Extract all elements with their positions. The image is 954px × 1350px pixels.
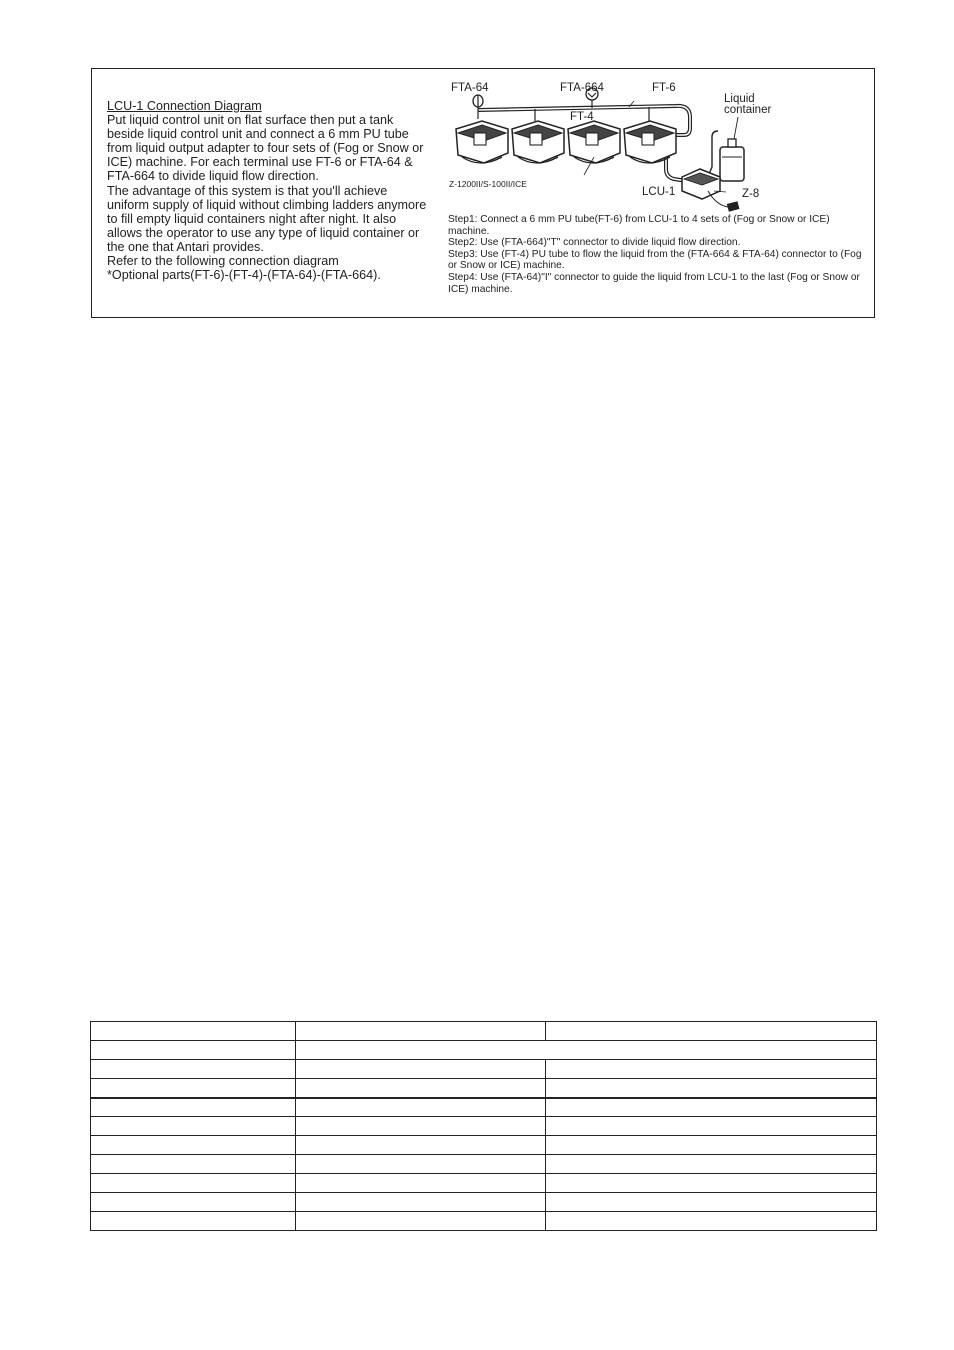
table-cell xyxy=(91,1060,296,1079)
machine-2 xyxy=(512,121,564,163)
table-cell xyxy=(546,1212,877,1231)
refer-paragraph: Refer to the following connection diagram xyxy=(107,254,339,269)
table-cell xyxy=(91,1022,296,1041)
table-row xyxy=(91,1098,877,1117)
table-row xyxy=(91,1212,877,1231)
table-cell xyxy=(296,1136,546,1155)
table-row xyxy=(91,1079,877,1098)
table-row xyxy=(91,1155,877,1174)
table-cell xyxy=(546,1155,877,1174)
table-cell xyxy=(296,1022,546,1041)
table-cell xyxy=(296,1079,546,1098)
table-cell xyxy=(296,1212,546,1231)
label-z8: Z-8 xyxy=(742,188,760,200)
step-3: Step3: Use (FT-4) PU tube to flow the liquid from the (FTA-664 & FTA-64) connector to (Fog or Snow or ICE) machine. xyxy=(448,248,862,272)
lcu1-unit xyxy=(682,169,720,199)
table-row xyxy=(91,1117,877,1136)
table-cell xyxy=(546,1098,877,1117)
table-row xyxy=(91,1041,877,1060)
table-row xyxy=(91,1060,877,1079)
table-cell xyxy=(91,1174,296,1193)
table-cell xyxy=(546,1022,877,1041)
liquid-container xyxy=(720,139,744,181)
table-cell xyxy=(91,1212,296,1231)
table-cell xyxy=(546,1060,877,1079)
machine-1 xyxy=(456,121,508,163)
empty-table xyxy=(90,1021,877,1231)
table-cell xyxy=(296,1117,546,1136)
table-cell xyxy=(546,1117,877,1136)
table-cell xyxy=(296,1098,546,1117)
table-row xyxy=(91,1193,877,1212)
table-cell xyxy=(91,1155,296,1174)
step-2: Step2: Use (FTA-664)"T" connector to divide liquid flow direction. xyxy=(448,237,741,249)
label-ft6: FT-6 xyxy=(652,82,676,94)
table-cell xyxy=(91,1193,296,1212)
table-cell xyxy=(296,1193,546,1212)
label-ft4: FT-4 xyxy=(570,111,594,123)
label-liquid: Liquid xyxy=(724,93,755,105)
table-cell xyxy=(546,1136,877,1155)
diagram-heading: LCU-1 Connection Diagram xyxy=(107,99,262,113)
table-row xyxy=(91,1174,877,1193)
table-cell xyxy=(91,1079,296,1098)
optional-parts-note: *Optional parts(FT-6)-(FT-4)-(FTA-64)-(FTA-664). xyxy=(107,268,381,283)
table-cell xyxy=(296,1060,546,1079)
step-1: Step1: Connect a 6 mm PU tube(FT-6) from LCU-1 to 4 sets of (Fog or Snow or ICE) machine. xyxy=(448,214,830,237)
table-row xyxy=(91,1022,877,1041)
intro-paragraph: Put liquid control unit on flat surface then put a tank beside liquid control unit and connect a 6 mm PU tube from liquid output adapter to four sets of (Fog or Snow or ICE) machine. For each terminal use FT-6 or FTA-64 & FTA-664 to divide liquid flow direction. xyxy=(107,113,424,184)
steps-list xyxy=(448,214,873,295)
connection-diagram-panel xyxy=(91,68,875,318)
table-row xyxy=(91,1136,877,1155)
table-cell xyxy=(296,1041,877,1060)
intro-text xyxy=(107,99,432,282)
machine-3 xyxy=(568,121,620,163)
label-machines: Z-1200II/S-100II/ICE xyxy=(449,179,527,189)
machine-4 xyxy=(624,121,676,163)
table-cell xyxy=(546,1174,877,1193)
connection-diagram xyxy=(444,73,872,213)
fta64-connector xyxy=(473,95,483,119)
advantage-paragraph: The advantage of this system is that you'll achieve uniform supply of liquid without climbing ladders anymore to fill empty liquid containers night after night. It also allows the operator to use any type of liquid container or the one that Antari provides. xyxy=(107,183,427,254)
table-cell xyxy=(91,1117,296,1136)
label-lcu1: LCU-1 xyxy=(642,186,676,198)
table-cell xyxy=(546,1193,877,1212)
table-cell xyxy=(91,1098,296,1117)
table-cell xyxy=(546,1079,877,1098)
table-cell xyxy=(296,1155,546,1174)
table-cell xyxy=(91,1041,296,1060)
step-4: Step4: Use (FTA-64)"I" connector to guide the liquid from LCU-1 to the last (Fog or Snow or ICE) machine. xyxy=(448,271,860,295)
label-container: container xyxy=(724,104,772,116)
label-fta664: FTA-664 xyxy=(560,82,604,94)
table-cell xyxy=(296,1174,546,1193)
label-fta64: FTA-64 xyxy=(451,82,489,94)
table-cell xyxy=(91,1136,296,1155)
